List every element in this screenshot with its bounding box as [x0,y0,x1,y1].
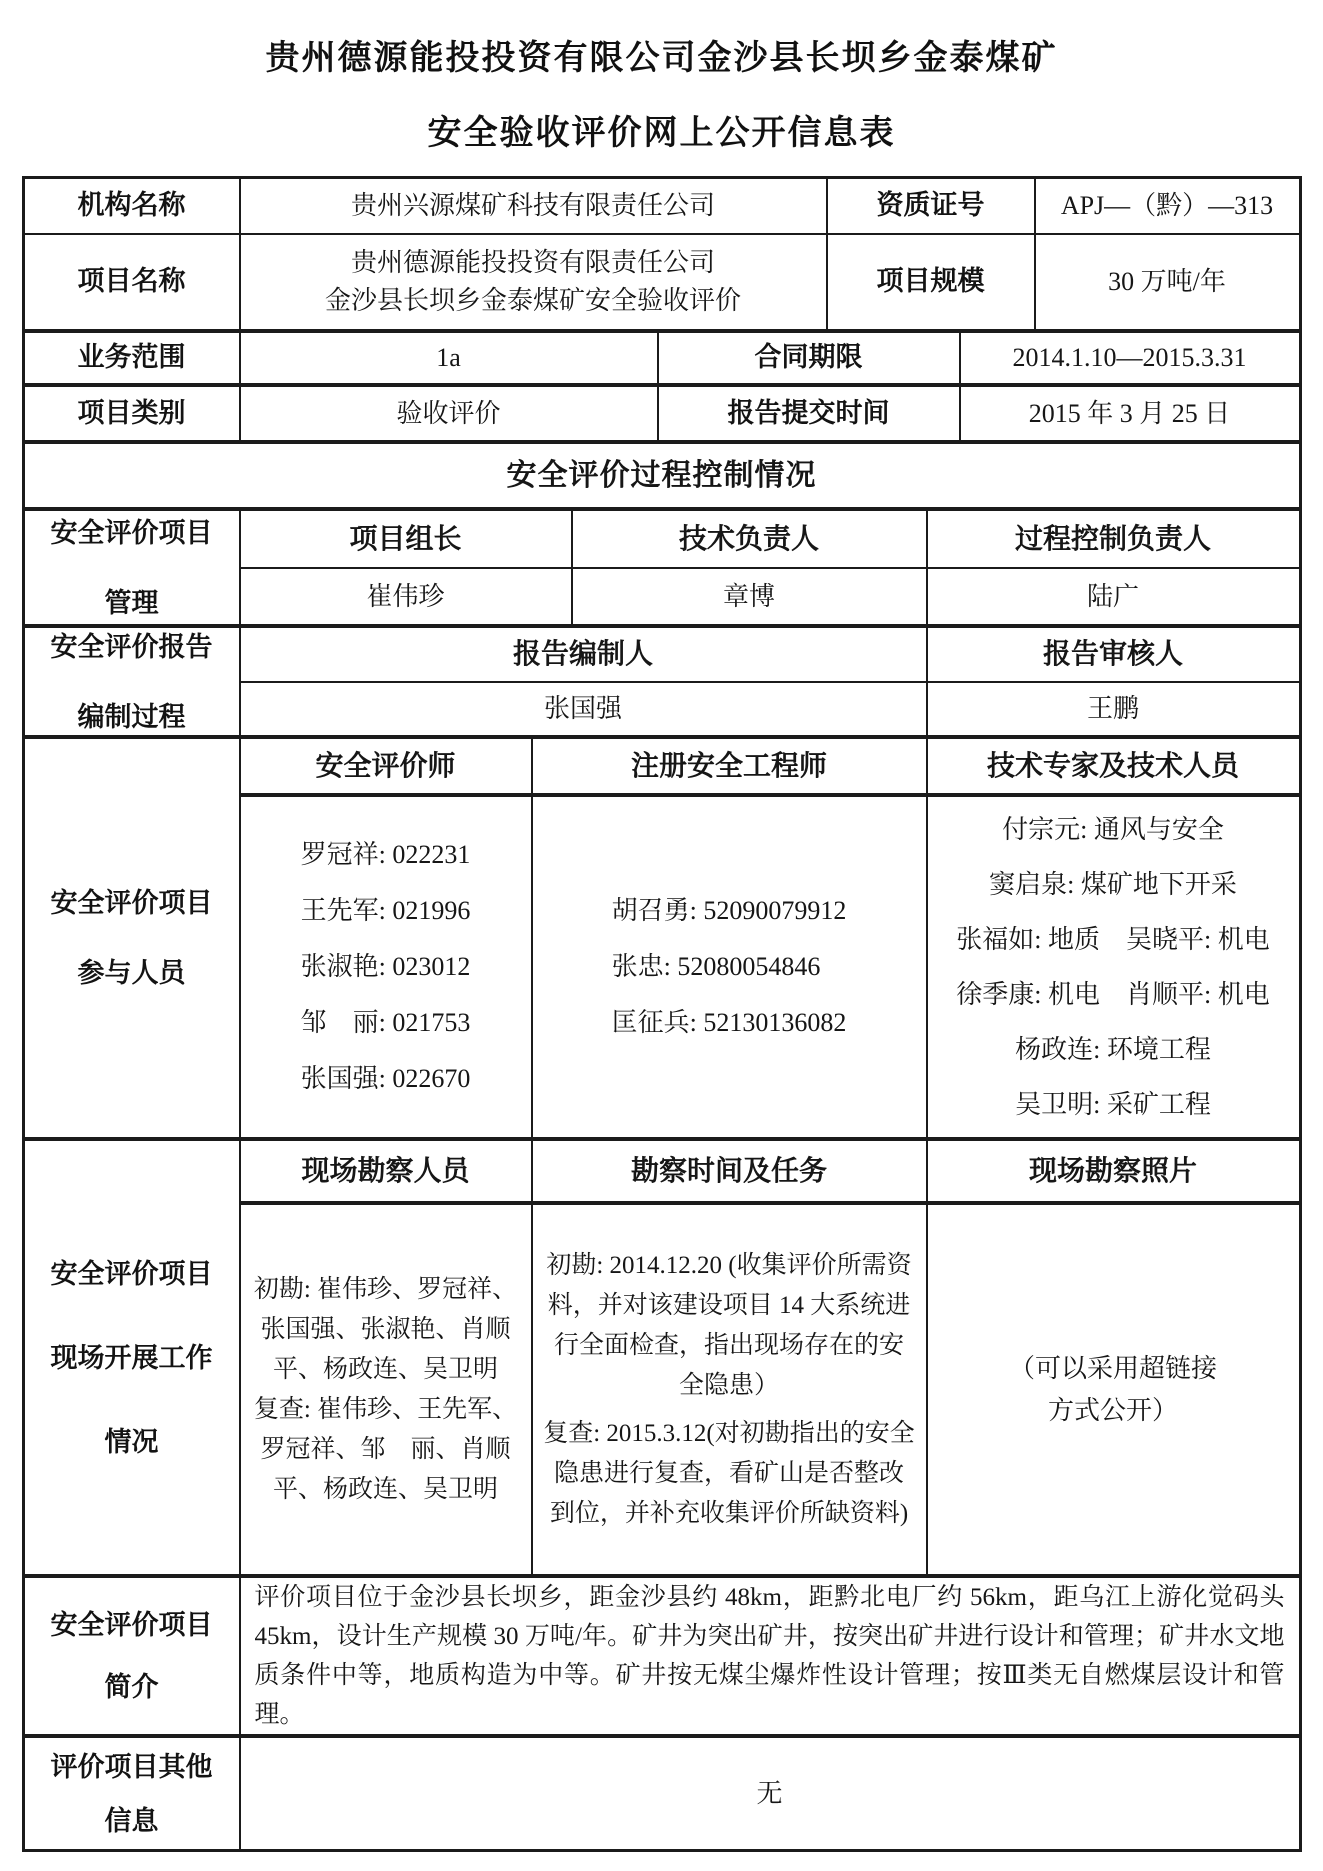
safety-evaluators-list [301,827,471,1107]
fieldwork-label-line1: 安全评价项目 [50,1258,213,1289]
engineer-entry: 胡召勇: 52090079912 [611,896,847,925]
report-submit-value: 2015 年 3 月 25 日 [1028,398,1231,428]
participants-grid [241,739,1299,1137]
survey-personnel-header: 现场勘察人员 [241,1141,533,1201]
contract-period-label: 合同期限 [659,333,961,383]
registered-engineers-cell [533,797,928,1137]
expert-entry: 窦启泉: 煤矿地下开采 [989,870,1237,899]
evaluator-entry: 王先军: 021996 [300,896,471,925]
business-scope-label: 业务范围 [25,333,241,383]
cert-number-value: APJ—（黔）—313 [1060,191,1274,221]
expert-entry: 杨政连: 环境工程 [1015,1035,1211,1064]
fieldwork-header-row [241,1141,1299,1205]
project-category-value: 验收评价 [241,387,659,440]
team-leader-value: 崔伟珍 [241,569,573,624]
project-intro-label [25,1578,241,1734]
participants-label [25,739,241,1137]
report-process-header-row [241,628,1299,683]
row-project-name [25,235,1299,333]
project-intro-text: 评价项目位于金沙县长坝乡，距金沙县约 48km，距黔北电厂约 56km，距乌江上游化觉码头 45km，设计生产规模 30 万吨/年。矿井为突出矿井，按突出矿井进行设计和管理；矿井水文地质条件中等，地质构造为中等。矿井按无煤尘爆炸性设计管理；按Ⅲ类无自燃煤层设计和管理。 [254,1584,1285,1728]
group-participants [25,739,1299,1141]
business-scope-value: 1a [241,333,659,383]
project-name-line2: 金沙县长坝乡金泰煤矿安全验收评价 [324,286,741,315]
participants-value-row [241,797,1299,1137]
survey-photos-header: 现场勘察照片 [1028,1154,1197,1186]
survey-personnel-review: 复查: 崔伟珍、王先军、罗冠祥、邹 丽、肖顺平、杨政连、吴卫明 [253,1395,518,1503]
participants-label-line2: 参与人员 [77,958,186,988]
project-category-label: 项目类别 [25,387,241,440]
project-intro-label-line2: 简介 [104,1672,159,1702]
project-name-value [241,235,828,329]
expert-entry: 张福如: 地质 吴晓平: 机电 [956,925,1270,954]
survey-photos-cell [928,1205,1299,1574]
evaluator-entry: 邹 丽: 021753 [300,1008,471,1037]
report-process-grid [241,628,1299,735]
engineer-entry: 匡征兵: 52130136082 [611,1008,847,1037]
project-name-label: 项目名称 [25,235,241,329]
project-management-label [25,511,241,624]
tech-director-header: 技术负责人 [573,511,928,567]
report-process-label [25,628,241,735]
process-control-section-title: 安全评价过程控制情况 [506,458,817,492]
project-management-label-line1: 安全评价项目 [50,517,213,548]
survey-time-task-header: 勘察时间及任务 [533,1141,928,1201]
document-title-line1: 贵州德源能投投资有限公司金沙县长坝乡金泰煤矿 [265,39,1058,77]
survey-task-initial: 初勘: 2014.12.20 (收集评价所需资料，并对该建设项目 14 大系统进行全面检查，指出现场存在的安全隐患） [546,1251,912,1399]
safety-evaluators-cell [241,797,533,1137]
project-management-grid [241,511,1299,624]
evaluator-entry: 张国强: 022670 [300,1064,471,1093]
row-project-category [25,387,1299,444]
tech-director-value: 章博 [573,569,928,624]
row-section-header [25,444,1299,511]
other-info-label [25,1738,241,1849]
survey-time-task-text [533,1246,926,1534]
cert-number-label: 资质证号 [828,179,1036,233]
row-organization [25,179,1299,235]
row-project-intro [25,1578,1299,1738]
participants-header-row [241,739,1299,797]
photo-note-line2: 方式公开） [1047,1395,1178,1425]
project-intro-label-line1: 安全评价项目 [50,1610,213,1640]
expert-entry: 徐季康: 机电 肖顺平: 机电 [956,980,1270,1009]
process-control-value: 陆广 [1086,581,1139,611]
report-reviewer-value: 王鹏 [1086,694,1139,724]
evaluator-entry: 张淑艳: 023012 [300,952,471,981]
group-fieldwork [25,1141,1299,1578]
document-title-line2: 安全验收评价网上公开信息表 [427,114,896,152]
org-name-label: 机构名称 [25,179,241,233]
registered-engineers-list [612,883,847,1051]
report-process-label-line1: 安全评价报告 [50,631,213,662]
tech-experts-header: 技术专家及技术人员 [986,749,1239,781]
contract-period-value: 2014.1.10—2015.3.31 [1012,343,1247,373]
registered-engineer-header: 注册安全工程师 [533,739,928,793]
project-scale-label: 项目规模 [828,235,1036,329]
report-submit-label: 报告提交时间 [659,387,961,440]
tech-experts-cell [928,797,1299,1137]
other-info-label-line2: 信息 [104,1805,159,1836]
report-process-value-row [241,683,1299,735]
other-info-value: 无 [756,1778,783,1808]
other-info-label-line1: 评价项目其他 [50,1751,213,1782]
org-name-value: 贵州兴源煤矿科技有限责任公司 [241,179,828,233]
project-scale-value: 30 万吨/年 [1108,267,1226,297]
document-header [0,0,1323,154]
fieldwork-label-line3: 情况 [104,1426,159,1457]
survey-personnel-initial: 初勘: 崔伟珍、罗冠祥、张国强、张淑艳、肖顺平、杨政连、吴卫明 [253,1275,518,1383]
project-management-header-row [241,511,1299,569]
report-author-header: 报告编制人 [241,628,928,681]
project-intro-cell [241,1578,1299,1734]
report-reviewer-header: 报告审核人 [1042,638,1183,670]
report-process-label-line2: 编制过程 [77,701,186,732]
group-project-management [25,511,1299,628]
expert-entry: 吴卫明: 采矿工程 [1015,1090,1211,1119]
info-table [22,176,1302,1852]
evaluator-entry: 罗冠祥: 022231 [300,840,471,869]
engineer-entry: 张忠: 52080054846 [611,952,821,981]
safety-evaluator-header: 安全评价师 [241,739,533,793]
survey-personnel-cell [241,1205,533,1574]
survey-task-review: 复查: 2015.3.12(对初勘指出的安全隐患进行复查，看矿山是否整改到位，并补充收集评价所缺资料) [543,1419,915,1527]
project-name-line1: 贵州德源能投投资有限责任公司 [350,248,715,278]
project-management-value-row [241,569,1299,624]
fieldwork-value-row [241,1205,1299,1574]
process-control-header: 过程控制负责人 [1014,522,1211,554]
team-leader-header: 项目组长 [241,511,573,567]
project-management-label-line2: 管理 [104,587,159,618]
report-author-value: 张国强 [241,683,928,735]
survey-time-task-cell [533,1205,928,1574]
photo-note-line1: （可以采用超链接 [1008,1353,1217,1383]
participants-label-line1: 安全评价项目 [50,888,213,918]
group-report-process [25,628,1299,739]
expert-entry: 付宗元: 通风与安全 [1002,815,1224,844]
survey-personnel-text [241,1270,531,1510]
tech-experts-list [956,802,1269,1132]
row-business-scope [25,333,1299,387]
fieldwork-label [25,1141,241,1574]
fieldwork-grid [241,1141,1299,1574]
fieldwork-label-line2: 现场开展工作 [50,1342,213,1373]
row-other-info [25,1738,1299,1849]
